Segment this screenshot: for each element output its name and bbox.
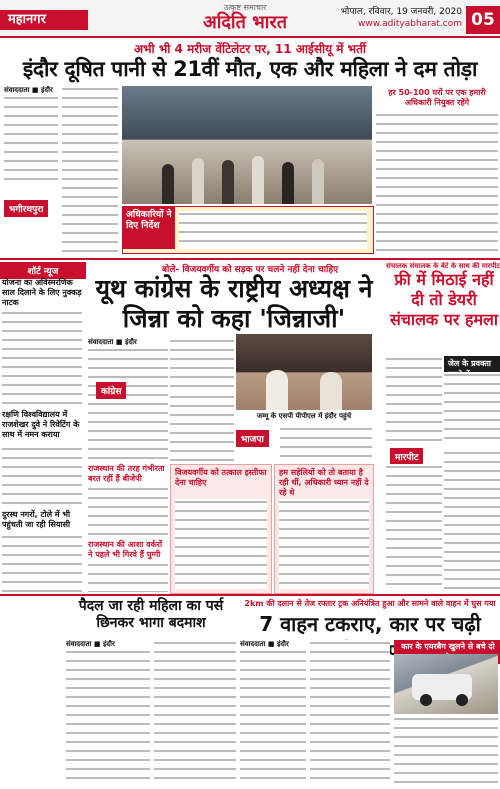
lead-text-col-1	[4, 86, 58, 186]
youth-subhead-3: राजस्थान की आशा वर्करों ने पहले भी गिरवे हैं घुग्गी	[88, 540, 163, 559]
youth-kicker: बोले- विजयवर्गीय को सड़क पर चलने नहीं देना चाहिए	[161, 265, 339, 275]
press-photo	[236, 334, 372, 410]
photo-figure	[192, 158, 204, 204]
accident-photo	[394, 654, 498, 714]
logo-tagline: उत्कृष्ट समाचार	[223, 3, 267, 12]
youth-text-col-5	[88, 562, 168, 592]
lead-tag: भगीरथपुरा	[4, 200, 48, 217]
accident-byline: संवाददाता ■ इंदौर	[240, 640, 306, 649]
short-news-head-3: दुरस्थ नगरों, टोले में भी पहुंचती जा रही सियासी	[2, 510, 71, 529]
website-text: www.adityabharat.com	[358, 19, 462, 29]
youth-text-col-6	[280, 426, 372, 462]
box-resign-head: विजयवर्गीय को तत्काल इस्तीफा देना चाहिए	[175, 468, 267, 487]
snatching-text-col-1	[66, 640, 150, 786]
lead-kicker: अभी भी 4 मरीज वेंटिलेटर पर, 11 आईसीयू में भर्ती	[133, 42, 367, 56]
short-news-text-1	[2, 310, 82, 406]
photo-figure	[162, 164, 174, 204]
youth-text-col-3	[170, 394, 234, 462]
accident-kicker: 2km की दलान से तेज रफ्तार ट्रक अनियंत्रित हुआ और सामने वाले वाहन में घुस गया	[244, 599, 496, 608]
page-number: 05	[466, 6, 500, 34]
box-resign-text	[175, 499, 267, 589]
caption-tag: अधिकारियों ने दिए निर्देश	[123, 207, 175, 249]
box-resign	[170, 464, 272, 594]
lead-text-col-2	[62, 86, 118, 254]
date-text: भोपाल, रविवार, 19 जनवरी, 2020	[340, 7, 462, 17]
short-news-head-2: रक्षणि विश्वविद्यालय में राजशेखर दुवे ने रिवेटिंग के साथ में नमन कराया	[2, 410, 80, 439]
dateline	[341, 6, 462, 30]
snatching-headline: पैदल जा रही महिला का पर्स छिनकर भागा बदमाश	[78, 598, 224, 631]
photo-figure	[222, 160, 234, 204]
car-wheel	[420, 694, 432, 706]
dairy-tag: मारपीट	[390, 448, 423, 465]
short-news-text-2	[2, 446, 82, 506]
photo-figure	[266, 370, 288, 410]
snatching-byline: संवाददाता ■ इंदौर	[66, 640, 150, 649]
bottom-divider	[0, 594, 500, 596]
accident-headline: 7 वाहन टकराए, कार पर चढ़ी	[259, 612, 481, 636]
dairy-text-col-3	[386, 464, 442, 592]
car-wheel	[456, 694, 468, 706]
lead-photo	[122, 86, 372, 204]
lead-headline: इंदौर दूषित पानी से 21वीं मौत, एक और महिला ने दम तोड़ा	[22, 57, 478, 81]
short-news-tag: शॉर्ट न्यूज	[0, 262, 86, 279]
box-officials-text	[279, 499, 369, 589]
lead-byline: संवाददाता ■ इंदौर	[4, 86, 58, 95]
dairy-dark-label: जेल के प्रवक्ता	[444, 356, 500, 382]
snatching-text-col-2	[154, 640, 236, 786]
box-officials-head: हम सहेलियों को तो बताया है रही थीं, अधिकारी ध्यान नहीं दे रहे थे	[279, 468, 369, 497]
photo-figure	[252, 156, 264, 204]
short-news-head-1: योजना का अविस्मरणिक साल दिलाने के लिए नुक्कड़ नाटक	[2, 278, 82, 307]
dairy-text-col-1	[386, 356, 442, 446]
dairy-kicker: संचालक संचालक के बेटे के साथ की मारपीट	[386, 262, 500, 270]
youth-headline: यूथ कांग्रेस के राष्ट्रीय अध्यक्ष ने जिन्ना को कहा 'जिन्नाजी'	[95, 274, 373, 333]
masthead	[0, 0, 500, 38]
caption-text	[179, 211, 367, 249]
bjp-label: भाजपा	[236, 430, 269, 447]
press-photo-caption: जम्मू के एसपी पीपीएल में इंदौर पहुंचे	[256, 412, 352, 420]
dairy-text-col-2	[444, 372, 500, 446]
dairy-text-col-4	[444, 450, 500, 592]
short-news-text-3	[2, 534, 82, 592]
accident-text-col-1	[240, 640, 306, 786]
lead-sidebar-text	[376, 112, 498, 254]
logo	[185, 3, 305, 33]
box-officials	[274, 464, 374, 594]
section-label: महानगर	[0, 10, 88, 30]
lead-photo-caption	[122, 206, 374, 254]
youth-text-col-4	[88, 486, 168, 536]
dairy-headline: फ्री में मिठाई नहीं दी तो डेयरी संचालक पर हमला	[389, 270, 499, 329]
lead-sidebar-head: हर 50-100 घरों पर एक हमारी अधिकारी नियुक्त रहेंगे	[388, 88, 486, 107]
section-divider	[0, 258, 500, 260]
photo-figure	[312, 159, 324, 204]
youth-text-col-1	[88, 338, 168, 462]
youth-byline: संवाददाता ■ इंदौर	[88, 338, 168, 347]
youth-text-col-2	[170, 338, 234, 392]
logo-text: अदिति भारत	[202, 12, 288, 33]
accident-text-col-2	[310, 640, 390, 786]
congress-label: कांग्रेस	[96, 382, 126, 399]
photo-figure	[320, 372, 342, 410]
photo-figure	[282, 162, 294, 204]
accident-box-caption: कार के एयरबैग खुलने से बचे दो	[394, 640, 500, 664]
youth-subhead-1: राजस्थान की तरह गंभीरता बरत रहीं हैं बीजेपी	[88, 464, 165, 483]
accident-box-text	[394, 716, 498, 786]
